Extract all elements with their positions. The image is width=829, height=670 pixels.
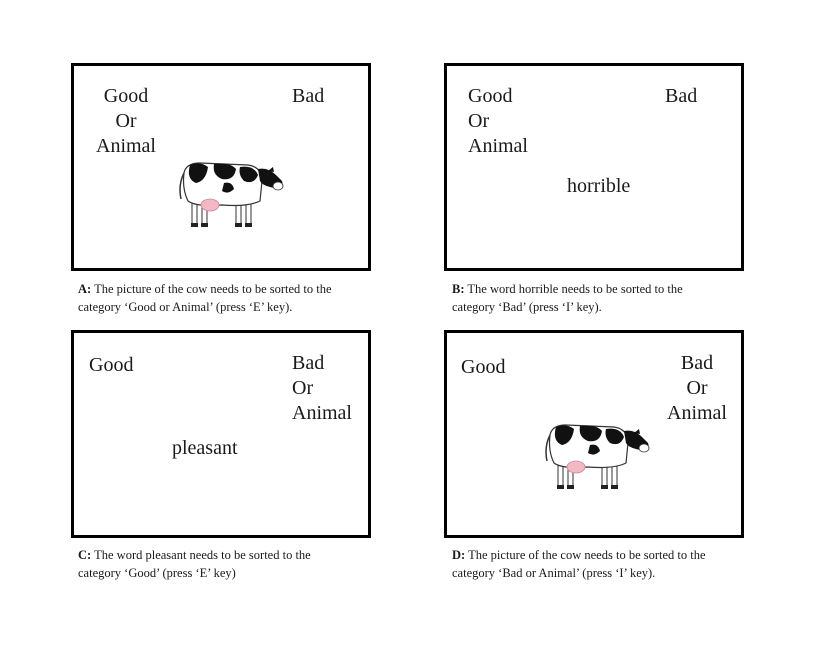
stimulus-word: horrible [567, 175, 631, 197]
caption-text: category ‘Bad’ (press ‘I’ key). [452, 300, 602, 314]
panel-b [444, 63, 744, 271]
caption-c [78, 546, 388, 582]
caption-d [452, 546, 762, 582]
label-line: Animal [667, 402, 727, 424]
caption-text: category ‘Good’ (press ‘E’ key) [78, 566, 236, 580]
caption-text: category ‘Good or Animal’ (press ‘E’ key). [78, 300, 293, 314]
label-line: Good [461, 356, 506, 378]
label-line: Good [468, 85, 513, 107]
left-category-label [96, 84, 156, 159]
cow-image [178, 159, 286, 229]
right-category-label [665, 84, 697, 109]
caption-text: The picture of the cow needs to be sorted to the [94, 282, 332, 296]
label-line: Good [89, 354, 134, 376]
caption-text: The picture of the cow needs to be sorted to the [468, 548, 706, 562]
left-category-label [461, 355, 505, 380]
caption-a [78, 280, 388, 316]
caption-letter: A: [78, 282, 92, 296]
caption-text: The word pleasant needs to be sorted to the [94, 548, 311, 562]
label-line: Animal [292, 402, 352, 424]
caption-b [452, 280, 762, 316]
right-category-label [667, 351, 727, 426]
label-line: Or [115, 110, 137, 132]
right-category-label [292, 351, 352, 426]
caption-text: The word horrible needs to be sorted to the [467, 282, 683, 296]
label-line: Animal [96, 135, 156, 157]
label-line: Bad [680, 352, 714, 374]
label-line: Bad [665, 85, 698, 107]
panel-a [71, 63, 371, 271]
label-line: Or [686, 377, 708, 399]
caption-text: category ‘Bad or Animal’ (press ‘I’ key). [452, 566, 656, 580]
label-line: Bad [292, 85, 325, 107]
label-line: Or [468, 110, 490, 132]
caption-letter: D: [452, 548, 466, 562]
right-category-label [292, 84, 324, 109]
label-line: Animal [468, 135, 528, 157]
label-line: Or [292, 377, 314, 399]
caption-letter: C: [78, 548, 92, 562]
panel-c [71, 330, 371, 538]
stimulus-word: pleasant [172, 437, 238, 459]
label-line: Good [103, 85, 149, 107]
left-category-label [89, 353, 133, 378]
caption-letter: B: [452, 282, 465, 296]
cow-image [544, 421, 652, 491]
panel-d [444, 330, 744, 538]
left-category-label [468, 84, 528, 159]
label-line: Bad [292, 352, 325, 374]
